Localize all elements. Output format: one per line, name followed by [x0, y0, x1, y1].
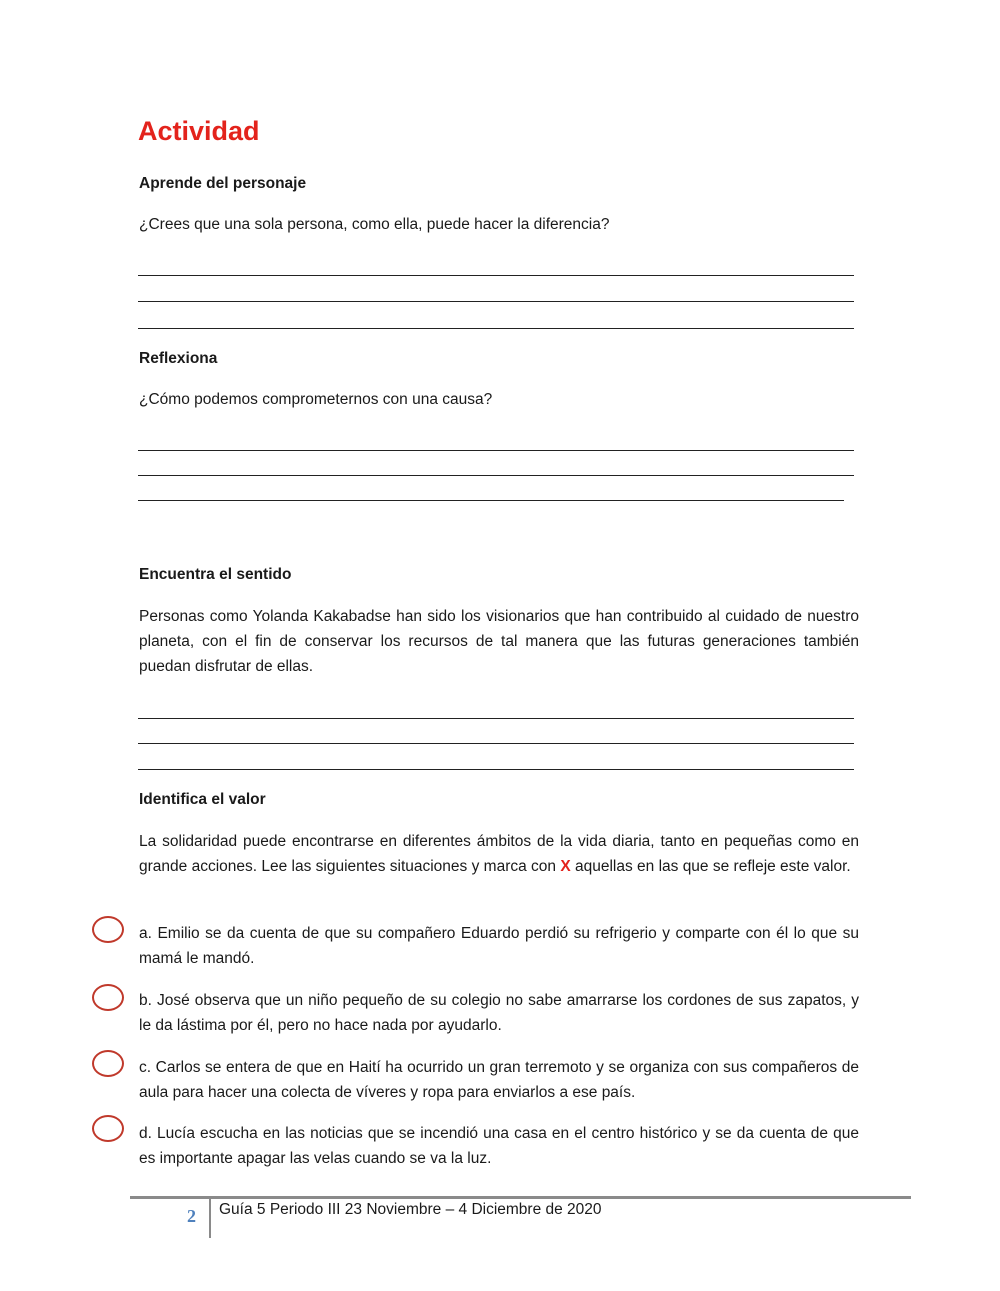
section-heading-aprende: Aprende del personaje — [139, 175, 307, 192]
option-b-circle[interactable] — [92, 984, 124, 1011]
section-heading-encuentra: Encuentra el sentido — [139, 566, 292, 583]
footer-rule — [130, 1196, 911, 1199]
answer-line[interactable] — [138, 275, 854, 276]
answer-line[interactable] — [138, 301, 854, 302]
option-b-text: b. José observa que un niño pequeño de su colegio no sabe amarrarse los cordones de sus zapatos, y le da lástima por él, pero no hace nada por ayudarlo. — [139, 992, 859, 1034]
answer-line[interactable] — [138, 450, 854, 451]
intro-text-after: aquellas en las que se refleje este valor. — [570, 858, 851, 875]
footer-text: Guía 5 Periodo III 23 Noviembre – 4 Diciembre de 2020 — [219, 1201, 602, 1218]
question-reflexiona: ¿Cómo podemos comprometernos con una causa? — [139, 391, 493, 408]
intro-text-before: La solidaridad puede encontrarse en diferentes ámbitos de la vida diaria, tanto en pequeñas como en grande acciones. Lee las siguientes situaciones y marca con — [139, 833, 859, 875]
option-c-circle[interactable] — [92, 1050, 124, 1077]
answer-line[interactable] — [138, 500, 844, 501]
answer-line[interactable] — [138, 475, 854, 476]
answer-line[interactable] — [138, 328, 854, 329]
answer-line[interactable] — [138, 718, 854, 719]
paragraph-identifica — [139, 829, 859, 879]
page-title: Actividad — [138, 116, 260, 146]
option-a-circle[interactable] — [92, 916, 124, 943]
answer-line[interactable] — [138, 769, 854, 770]
section-heading-identifica: Identifica el valor — [139, 791, 266, 808]
option-a-text: a. Emilio se da cuenta de que su compañero Eduardo perdió su refrigerio y comparte con él lo que su mamá le mandó. — [139, 925, 859, 967]
question-aprende: ¿Crees que una sola persona, como ella, puede hacer la diferencia? — [139, 216, 610, 233]
page-number: 2 — [187, 1206, 196, 1226]
section-heading-reflexiona: Reflexiona — [139, 350, 218, 367]
paragraph-encuentra: Personas como Yolanda Kakabadse han sido los visionarios que han contribuido al cuidado de nuestro planeta, con el fin de conservar los recursos de tal manera que las futuras generaciones también puedan disfrutar de ellas. — [139, 608, 859, 675]
option-d-circle[interactable] — [92, 1115, 124, 1142]
footer-divider — [209, 1198, 211, 1238]
answer-line[interactable] — [138, 743, 854, 744]
mark-x-symbol: X — [560, 858, 571, 875]
option-c-text: c. Carlos se entera de que en Haití ha ocurrido un gran terremoto y se organiza con sus compañeros de aula para hacer una colecta de víveres y ropa para enviarlos a ese país. — [139, 1059, 859, 1101]
option-d-text: d. Lucía escucha en las noticias que se incendió una casa en el centro histórico y se da cuenta de que es importante apagar las velas cuando se va la luz. — [139, 1125, 859, 1167]
